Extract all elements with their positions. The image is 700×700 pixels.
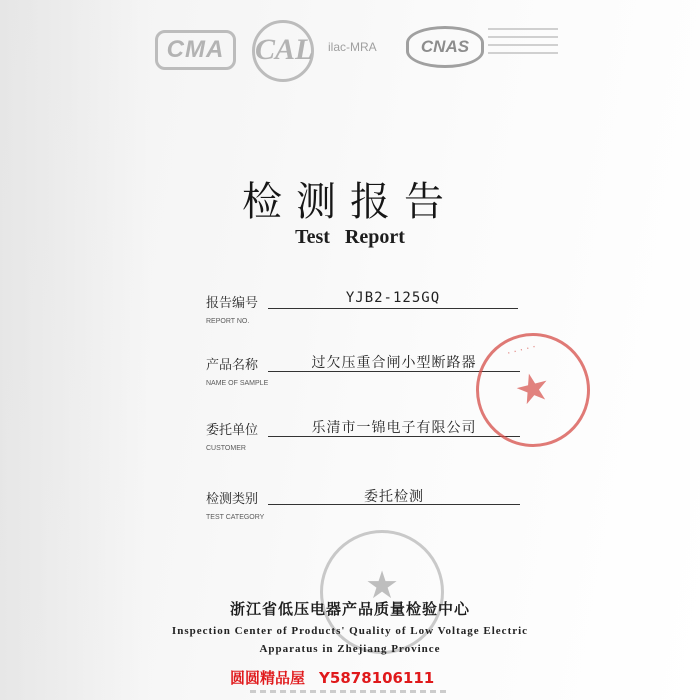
cnas-fine-print	[488, 22, 558, 60]
seal-star-icon: ★	[365, 563, 400, 607]
field-value: YJB2-125GQ	[345, 290, 441, 306]
ilac-mra-logo: ilac-MRA	[328, 40, 377, 54]
org-name-en-line2: Apparatus in Zhejiang Province	[259, 643, 441, 655]
bleed-through-text	[250, 690, 450, 693]
field-label-en: TEST CATEGORY	[206, 514, 265, 521]
org-name-en-line1: Inspection Center of Products' Quality of Low Voltage Electric	[171, 625, 529, 637]
field-label-cn: 委托单位	[206, 423, 259, 438]
field-value: 乐清市一锦电子有限公司	[311, 420, 477, 436]
seal-star-icon: ★	[509, 362, 556, 416]
field-label-en: CUSTOMER	[206, 445, 246, 452]
cal-logo: CAL	[252, 20, 314, 82]
accreditation-logos	[150, 18, 600, 78]
scan-shadow	[0, 0, 150, 700]
cnas-logo: CNAS	[406, 26, 484, 68]
shop-id: Y5878106111	[319, 669, 435, 687]
shop-watermark	[230, 667, 448, 688]
field-underline	[268, 308, 518, 309]
field-label-en: NAME OF SAMPLE	[206, 380, 269, 387]
field-value: 委托检测	[364, 489, 424, 505]
field-label-cn: 报告编号	[206, 296, 259, 311]
org-name-cn: 浙江省低压电器产品质量检验中心	[229, 600, 470, 618]
cma-logo: CMA	[155, 30, 236, 70]
seal-ring-text: ·····	[505, 339, 541, 360]
field-value: 过欠压重合闸小型断路器	[311, 355, 477, 371]
report-title-cn: 检测报告	[242, 179, 458, 225]
shop-name: 圆圆精品屋	[230, 669, 306, 687]
field-label-cn: 产品名称	[206, 358, 259, 373]
field-label-en: REPORT NO.	[206, 318, 250, 325]
report-title-en: Test Report	[295, 226, 405, 248]
field-label-cn: 检测类别	[206, 492, 259, 507]
company-red-seal	[464, 321, 602, 459]
